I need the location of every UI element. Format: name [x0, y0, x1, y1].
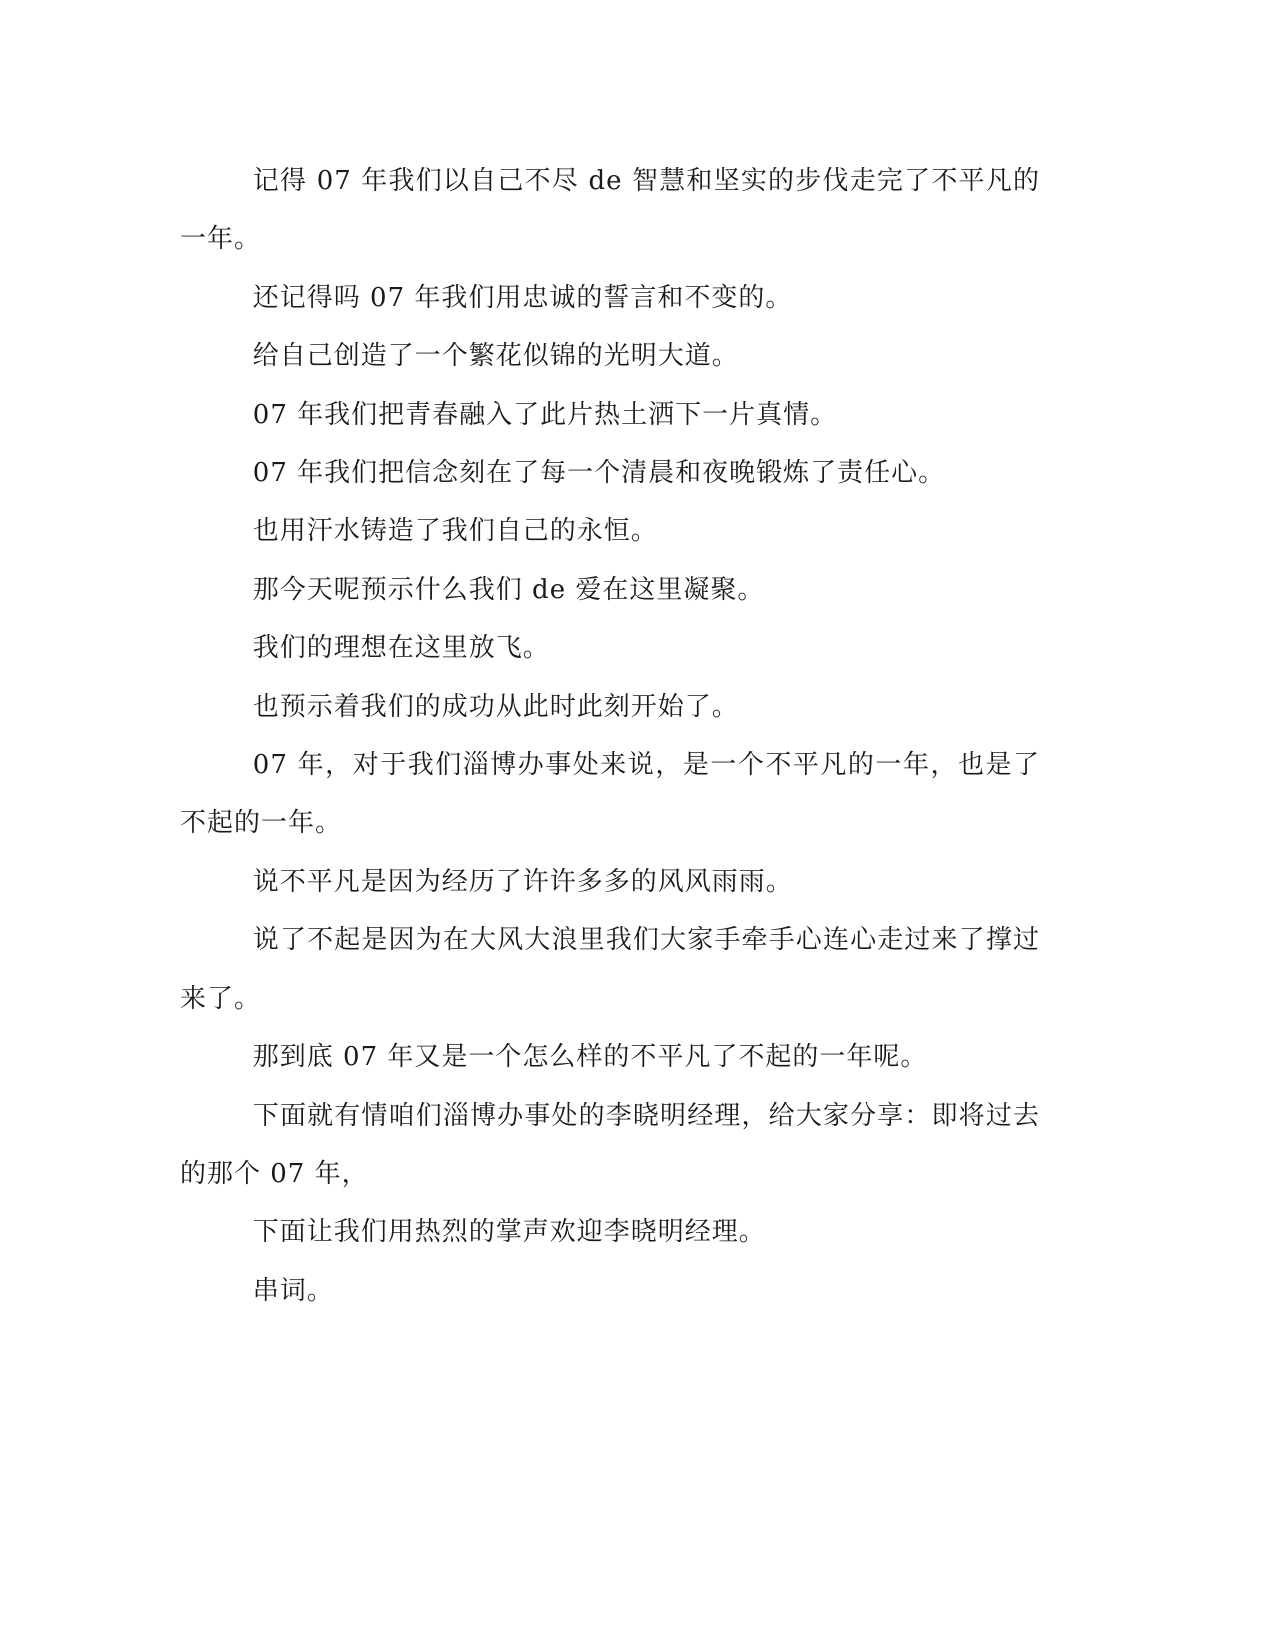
paragraph: 也用汗水铸造了我们自己的永恒。 [252, 516, 658, 547]
document-body [180, 152, 1040, 1320]
paragraph: 给自己创造了一个繁花似锦的光明大道。 [252, 341, 739, 372]
paragraph: 记得 07 年我们以自己不尽 de 智慧和坚实的步伐走完了不平凡的一年。 [180, 166, 1040, 255]
paragraph: 07 年我们把青春融入了此片热土洒下一片真情。 [252, 399, 838, 430]
paragraph: 串词。 [252, 1275, 334, 1306]
paragraph: 07 年我们把信念刻在了每一个清晨和夜晚锻炼了责任心。 [252, 458, 946, 489]
paragraph: 07 年，对于我们淄博办事处来说，是一个不平凡的一年，也是了不起的一年。 [180, 750, 1040, 839]
paragraph: 我们的理想在这里放飞。 [252, 633, 550, 664]
paragraph: 还记得吗 07 年我们用忠诚的誓言和不变的。 [252, 282, 793, 313]
paragraph: 下面就有情咱们淄博办事处的李晓明经理，给大家分享：即将过去的那个 07 年， [180, 1100, 1040, 1189]
paragraph: 那今天呢预示什么我们 de 爱在这里凝聚。 [252, 574, 765, 605]
paragraph: 说不平凡是因为经历了许许多多的风风雨雨。 [252, 866, 793, 897]
paragraph: 也预示着我们的成功从此时此刻开始了。 [252, 691, 739, 722]
paragraph: 说了不起是因为在大风大浪里我们大家手牵手心连心走过来了撑过来了。 [180, 925, 1040, 1014]
paragraph: 下面让我们用热烈的掌声欢迎李晓明经理。 [252, 1217, 766, 1248]
paragraph: 那到底 07 年又是一个怎么样的不平凡了不起的一年呢。 [252, 1042, 928, 1073]
